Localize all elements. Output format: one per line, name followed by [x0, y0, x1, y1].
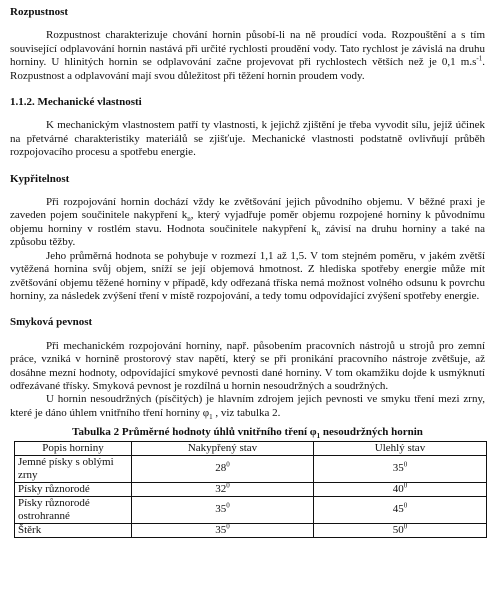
- smykova-text-b: , viz tabulka 2.: [212, 406, 281, 419]
- table-cell-value: [132, 482, 314, 496]
- table-cell-name: Písky různorodé: [15, 482, 132, 496]
- rozpustnost-text-end: . Rozpustnost a odplavování mají svou důležitost při těžení hornin proudem vody.: [10, 56, 485, 82]
- kypritelnost-text-c: závisí na druhu horniny a také na způsobu těžby.: [10, 222, 485, 249]
- value-text: 35: [215, 503, 227, 516]
- degree-sup: 0: [403, 521, 408, 530]
- smykova-text-a: U hornin nesoudržných (písčitých) je hlavním zdrojem jejich pevnosti ve smyku tření mezi zrny, které je dáno úhlem vnitřního tření horniny φ: [10, 393, 485, 419]
- degree-sup: 0: [226, 501, 230, 510]
- heading-kypritelnost: Kypřitelnost: [10, 172, 70, 185]
- value-text: 32: [215, 482, 227, 495]
- table-row: [15, 496, 487, 523]
- heading-smykova-pevnost: Smyková pevnost: [10, 316, 93, 329]
- table-row: [15, 455, 487, 482]
- value-text: 40: [392, 482, 404, 495]
- kypritelnost-text-a: Při rozpojování hornin dochází vždy ke zvětšování jejich původního objemu. V běžné praxi je zaveden pojem součinitele nakypření k: [10, 196, 485, 222]
- table-row: [15, 523, 487, 537]
- heading-rozpustnost: Rozpustnost: [10, 6, 69, 18]
- table-cell-value: [314, 523, 487, 537]
- header-popis-horniny: Popis horniny: [15, 441, 132, 455]
- table-cell-name: Písky různorodé ostrohranné: [15, 496, 132, 523]
- paragraph-kypritelnost-1: [10, 196, 485, 250]
- paragraph-rozpustnost: [10, 29, 485, 83]
- caption-text-a: Tabulka 2 Průměrné hodnoty úhlů vnitřního tření φ: [72, 426, 317, 439]
- kypritelnost-text-b: , který vyjadřuje poměr objemu rozpojené horniny k původnímu objemu horniny v rostlém stavu. Hodnota součinitele nakypření k: [10, 209, 485, 235]
- table-cell-value: [132, 523, 314, 537]
- heading-mechanicke-vlastnosti: 1.1.2. Mechanické vlastnosti: [10, 96, 142, 109]
- paragraph-smykova-2: [10, 393, 485, 420]
- phi-subscript: 1: [209, 412, 213, 421]
- table-caption: [10, 426, 485, 439]
- table-cell-name: Štěrk: [15, 523, 132, 537]
- degree-sup: 0: [226, 480, 230, 489]
- degree-sup: 0: [403, 480, 408, 489]
- value-text: 35: [392, 462, 404, 475]
- friction-angle-table: [14, 441, 487, 538]
- table-cell-value: [314, 455, 487, 482]
- value-text: 50: [392, 523, 404, 536]
- table-header-row: [15, 441, 487, 455]
- degree-sup: 0: [226, 460, 230, 469]
- table-cell-value: [132, 455, 314, 482]
- unit-exponent: -1: [476, 54, 483, 63]
- paragraph-mechanicke-vlastnosti: K mechanickým vlastnostem patří ty vlastnosti, k jejichž zjištění je třeba vyvodit sílu, jejíž účinek na přetvárné charakteristiky materiálů se zjišťuje. Mechanické vlastnosti podstatně ovlivňují průběh rozpojovacího procesu a spotřebu energie.: [10, 119, 485, 159]
- degree-sup: 0: [403, 460, 408, 469]
- table-row: [15, 482, 487, 496]
- value-text: 45: [392, 503, 404, 516]
- degree-sup: 0: [226, 521, 230, 530]
- degree-sup: 0: [403, 501, 408, 510]
- header-ulehly-stav: Ulehlý stav: [314, 441, 487, 455]
- value-text: 28: [215, 462, 227, 475]
- paragraph-smykova-1: Při mechanickém rozpojování horniny, např. působením pracovních nástrojů u strojů pro zemní práce, vzniká v hornině prostorový stav napětí, který se při pronikání pracovního nástroje zvětšuje, až dosáhne mezní hodnoty, odpovídající smykové pevnosti dané horniny. V tom okamžiku dojde k usmýknutí odřezávané třísky. Smyková pevnost je rozdílná u hornin nesoudržných a soudržných.: [10, 339, 485, 392]
- kn-subscript-1: n: [187, 215, 191, 224]
- paragraph-kypritelnost-2: Jeho průměrná hodnota se pohybuje v rozmezí 1,1 až 1,5. V tom stejném poměru, v jakém zvětší vytěžená hornina svůj objem, sníží se její objemová hmotnost. Z hlediska spotřeby energie může mít zvětšování objemu těžené horniny v případě, kdy odřezaná tříska nemá možnost volného odsunu k povrchu horniny, za následek zvýšení tření v místě rozpojování, a tedy tomu odpovídající zvýšení spotřeby energie.: [10, 249, 485, 302]
- value-text: 35: [215, 523, 227, 536]
- kn-subscript-2: n: [316, 229, 321, 238]
- caption-subscript: 1: [316, 432, 321, 441]
- table-cell-value: [314, 496, 487, 523]
- table-cell-value: [314, 482, 487, 496]
- rozpustnost-text: Rozpustnost charakterizuje chování hornin působí-li na ně proudící voda. Rozpouštění a s tím související odplavování hornin nastává při určité rychlosti proudění vody. Tato rychlost je závislá na druhu horniny. U hlinitých hornin se odplavování začne projevovat při rychlostech větších než je 0,1 m.s: [10, 29, 485, 69]
- header-nakypreny-stav: Nakypřený stav: [132, 441, 314, 455]
- caption-text-b: nesoudržných hornin: [320, 426, 423, 439]
- table-cell-name: Jemné písky s oblými zrny: [15, 455, 132, 482]
- table-cell-value: [132, 496, 314, 523]
